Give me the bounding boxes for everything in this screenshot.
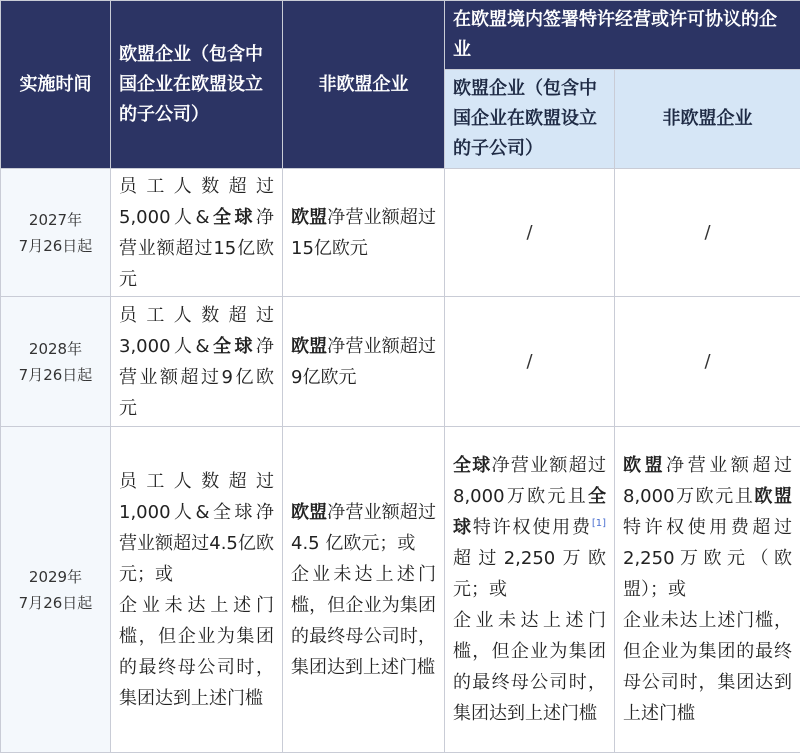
row-date: 2029年 7月26日起: [1, 427, 111, 753]
header-implementation-time: 实施时间: [1, 1, 111, 169]
cell-license-eu: /: [445, 169, 615, 297]
row-date: 2027年 7月26日起: [1, 169, 111, 297]
footnote-link[interactable]: [1]: [591, 518, 607, 529]
cell-license-eu: 全球净营业额超过8,000万欧元且全球特许权使用费[1]超过2,250万欧元；或 企业未达上述门槛，但企业为集团的最终母公司时，集团达到上述门槛: [445, 427, 615, 753]
cell-non-eu-threshold: 欧盟净营业额超过9亿欧元: [283, 297, 445, 427]
cell-non-eu-threshold: 欧盟净营业额超过 4.5 亿欧元；或 企业未达上述门槛，但企业为集团的最终母公司时，集团达到上述门槛: [283, 427, 445, 753]
cell-eu-threshold: 员工人数超过5,000人&全球净营业额超过15亿欧元: [111, 169, 283, 297]
header-eu-company: 欧盟企业（包含中国企业在欧盟设立的子公司）: [111, 1, 283, 169]
cell-license-non-eu: /: [615, 169, 800, 297]
cell-license-non-eu: 欧盟净营业额超过8,000万欧元且欧盟特许权使用费超过2,250万欧元（欧盟）；或 企业未达上述门槛，但企业为集团的最终母公司时，集团达到上述门槛: [615, 427, 800, 753]
cell-eu-threshold: 员工人数超过3,000人&全球净营业额超过9亿欧元: [111, 297, 283, 427]
cell-eu-threshold: 员工人数超过1,000人&全球净营业额超过4.5亿欧元；或 企业未达上述门槛，但企业为集团的最终母公司时，集团达到上述门槛: [111, 427, 283, 753]
cell-license-eu: /: [445, 297, 615, 427]
header-license-agreement-company: 在欧盟境内签署特许经营或许可协议的企业: [445, 1, 800, 70]
row-date: 2028年 7月26日起: [1, 297, 111, 427]
table-row-2027: [1, 169, 800, 297]
header-row-1: [1, 1, 800, 70]
cell-license-non-eu: /: [615, 297, 800, 427]
subheader-eu-company: 欧盟企业（包含中国企业在欧盟设立的子公司）: [445, 70, 615, 169]
table-row-2029: [1, 427, 800, 753]
cell-non-eu-threshold: 欧盟净营业额超过15亿欧元: [283, 169, 445, 297]
header-non-eu-company: 非欧盟企业: [283, 1, 445, 169]
subheader-non-eu-company: 非欧盟企业: [615, 70, 800, 169]
table-row-2028: [1, 297, 800, 427]
